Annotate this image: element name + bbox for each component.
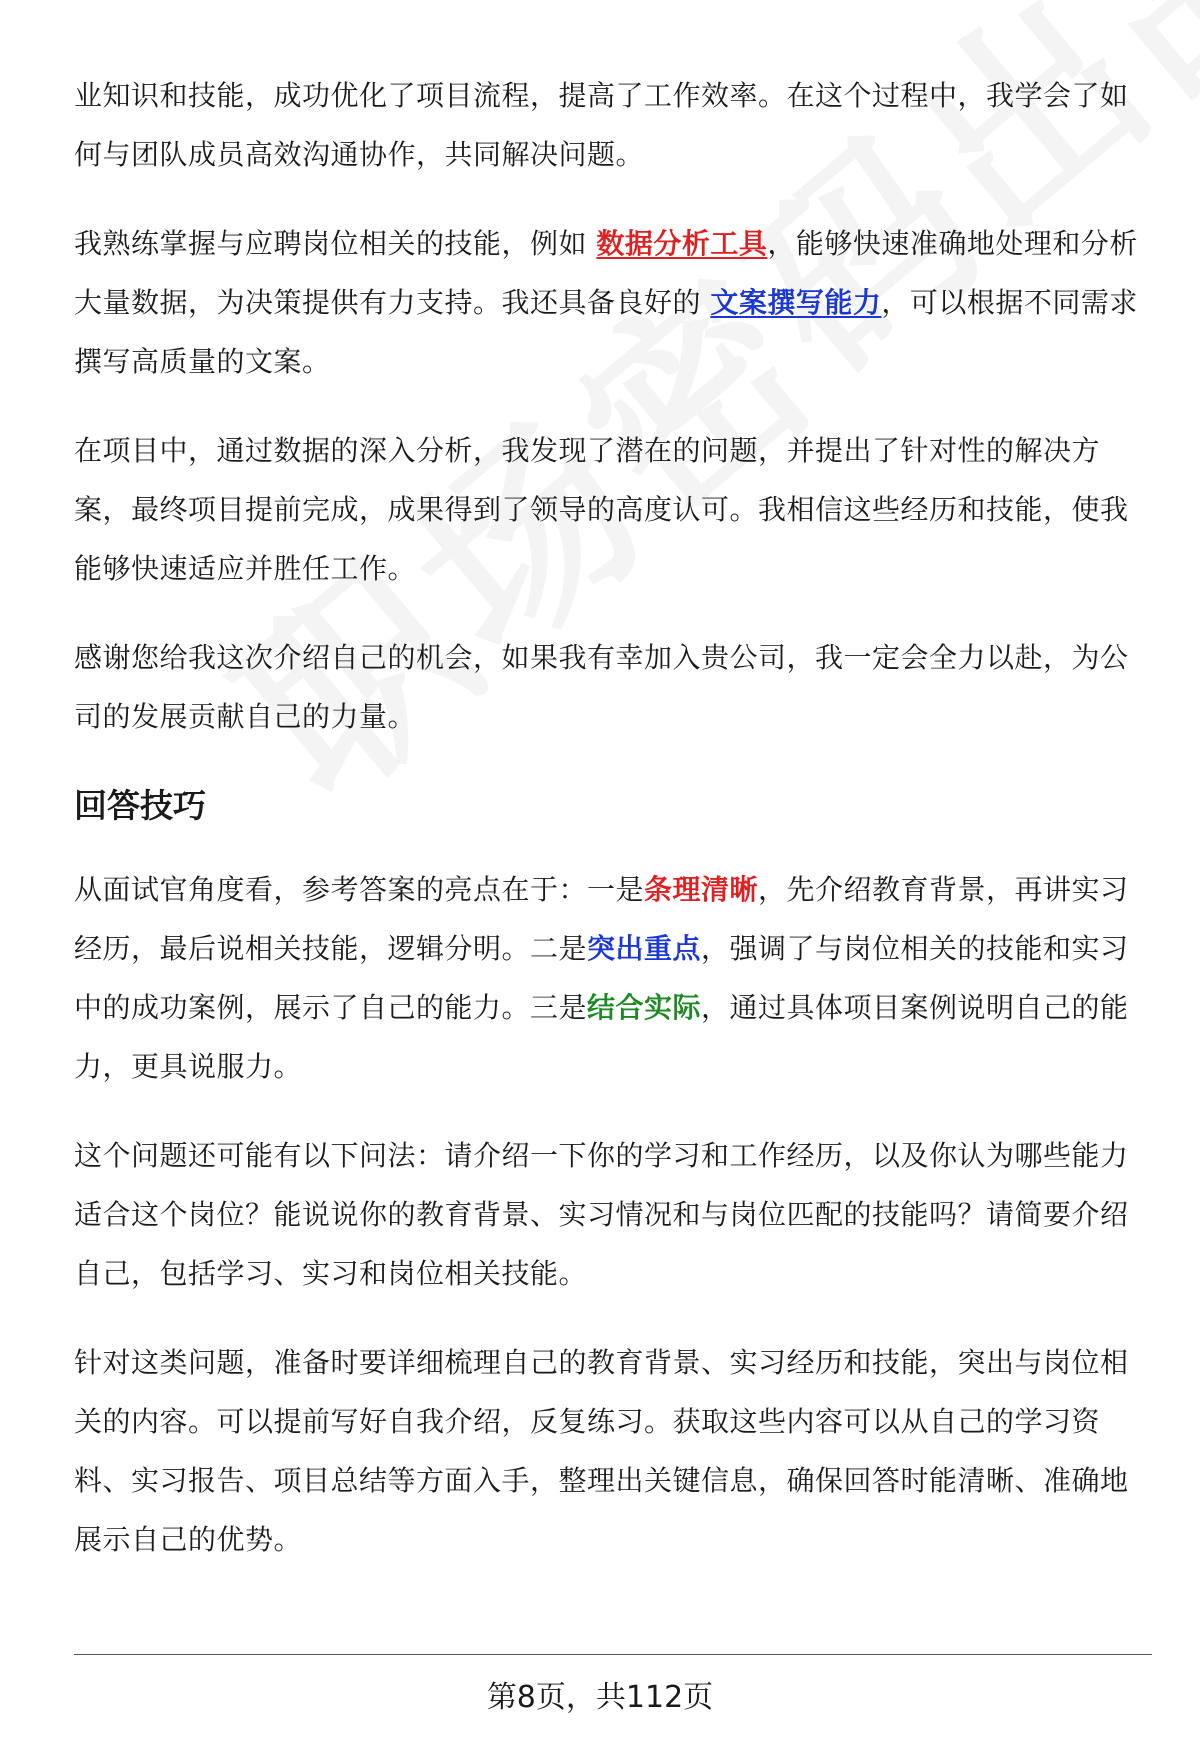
highlight-practical: 结合实际: [587, 991, 702, 1024]
paragraph-3: 在项目中，通过数据的深入分析，我发现了潜在的问题，并提出了针对性的解决方案，最终项目提前完成，成果得到了领导的高度认可。我相信这些经历和技能，使我能够快速适应并胜任工作。: [74, 434, 1129, 585]
tips-1-text-c: ，强调了与岗位相关的技能和实习中的成功案例，展示了自己的能力。三是: [74, 932, 1129, 1024]
document-body: [74, 66, 1154, 1599]
tips-paragraph-3: 针对这类问题，准备时要详细梳理自己的教育背景、实习经历和技能，突出与岗位相关的内容。可以提前写好自我介绍，反复练习。获取这些内容可以从自己的学习资料、实习报告、项目总结等方面入手，整理出关键信息，确保回答时能清晰、准确地展示自己的优势。: [74, 1346, 1129, 1556]
paragraph-4: 感谢您给我这次介绍自己的机会，如果我有幸加入贵公司，我一定会全力以赴，为公司的发展贡献自己的力量。: [74, 641, 1129, 733]
highlight-key-points: 突出重点: [587, 932, 702, 965]
paragraph-2-text-a: 我熟练掌握与应聘岗位相关的技能，例如: [74, 227, 597, 260]
highlight-copywriting-skill: 文案撰写能力: [710, 286, 882, 319]
tips-1-text-b: ，先介绍教育背景，再讲实习经历，最后说相关技能，逻辑分明。二是: [74, 873, 1129, 965]
tips-paragraph-1: [74, 860, 1154, 1096]
page-number: 第8页，共112页: [486, 1680, 714, 1715]
section-heading: 回答技巧: [74, 786, 206, 825]
footer-divider: [74, 1654, 1152, 1655]
paragraph-2-text-c: ，可以根据不同需求撰写高质量的文案。: [74, 286, 1138, 378]
tips-paragraph-2: 这个问题还可能有以下问法：请介绍一下你的学习和工作经历，以及你认为哪些能力适合这个岗位？能说说你的教育背景、实习情况和与岗位匹配的技能吗？请简要介绍自己，包括学习、实习和岗位相关技能。: [74, 1139, 1129, 1290]
paragraph-1: 业知识和技能，成功优化了项目流程，提高了工作效率。在这个过程中，我学会了如何与团队成员高效沟通协作，共同解决问题。: [74, 79, 1129, 171]
paragraph-2: [74, 214, 1154, 391]
highlight-clear-structure: 条理清晰: [644, 873, 759, 906]
tips-1-text-d: ，通过具体项目案例说明自己的能力，更具说服力。: [74, 991, 1129, 1083]
paragraph-2-text-b: ，能够快速准确地处理和分析大量数据，为决策提供有力支持。我还具备良好的: [74, 227, 1138, 319]
highlight-data-analysis-tool: 数据分析工具: [596, 227, 768, 260]
tips-1-text-a: 从面试官角度看，参考答案的亮点在于：一是: [74, 873, 645, 906]
